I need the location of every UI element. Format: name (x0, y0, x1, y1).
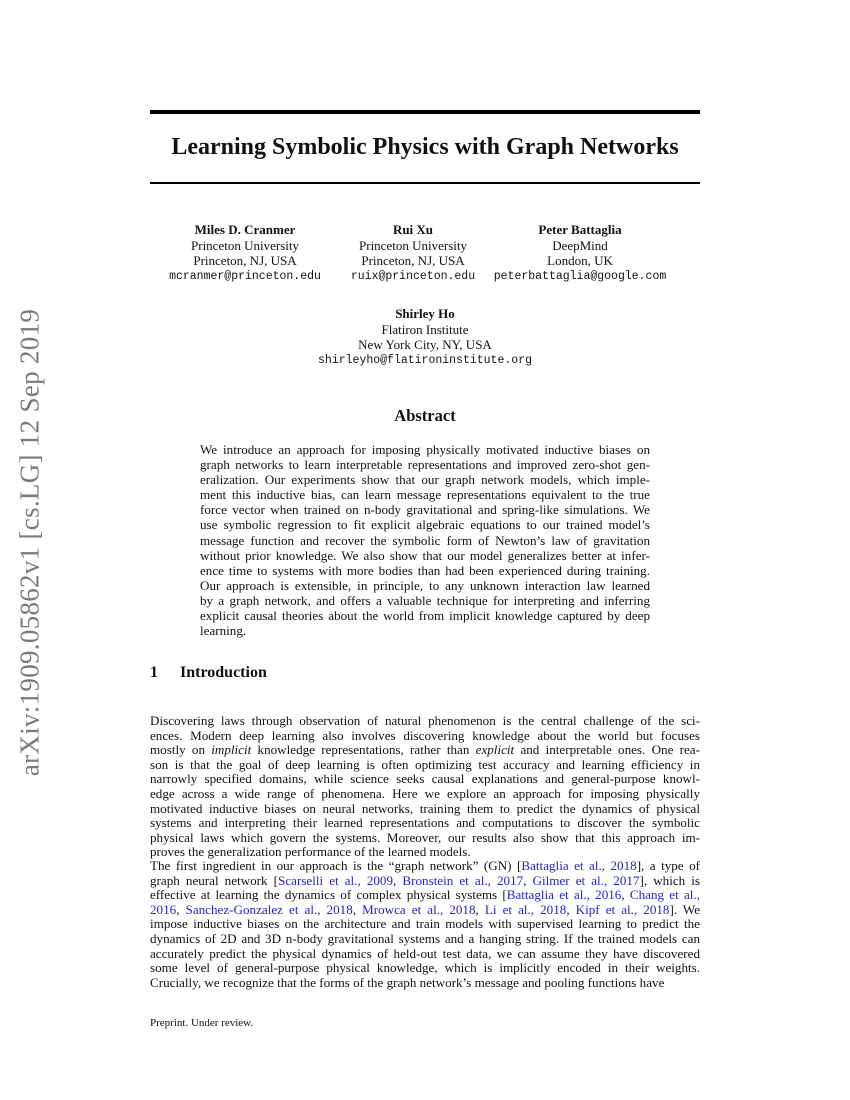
citation-link[interactable]: Scarselli et al., 2009 (278, 872, 394, 888)
text-run: graph networks to learn interpretable representations and improved zero-shot gen- (200, 457, 650, 473)
text-run: , (393, 872, 403, 888)
text-run: knowledge representations, rather than (251, 742, 476, 758)
text-line (150, 976, 700, 991)
author-name: Rui Xu (392, 222, 434, 237)
citation-link[interactable]: Bronstein et al., 2017 (402, 872, 524, 888)
citation-link[interactable]: Gilmer et al., 2017 (532, 872, 640, 888)
section-heading (150, 664, 267, 682)
text-line (150, 772, 700, 787)
text-line (150, 917, 700, 932)
text-run: accurately predict the physical dynamics of held-out test data, we can assume they have discovered (150, 945, 700, 961)
author-location: Princeton, NJ, USA (193, 253, 297, 268)
text-run: , (523, 872, 533, 888)
author-name: Shirley Ho (395, 306, 455, 321)
text-line (150, 729, 700, 744)
text-line (150, 816, 700, 831)
text-line (200, 442, 650, 457)
arxiv-identifier: arXiv:1909.05862v1 [cs.LG] 12 Sep 2019 (14, 308, 45, 777)
section-title: Introduction (180, 664, 267, 681)
text-run: proves the generalization performance of the learned models. (150, 844, 471, 860)
text-run: dynamics of 2D and 3D n-body gravitational systems and a hanging string. If the trained models can (150, 930, 700, 946)
author-location: London, UK (547, 253, 613, 268)
text-line (150, 961, 700, 976)
text-run: Our approach is extensible, in principle, to any unknown interaction law learned (200, 577, 650, 593)
emphasis-text: implicit (211, 742, 252, 758)
text-line (200, 608, 650, 623)
text-run: ences. Modern deep learning also involves discovering knowledge about the world but focuses (150, 727, 700, 743)
author-email: mcranmer@princeton.edu (169, 269, 321, 283)
author-block (460, 222, 700, 284)
text-line (200, 472, 650, 487)
abstract-heading: Abstract (394, 406, 456, 425)
text-line (200, 548, 650, 563)
text-run: , (475, 901, 485, 917)
citation-link[interactable]: 2016 (150, 901, 177, 917)
citation-link[interactable]: Sanchez-Gonzalez et al., 2018 (185, 901, 353, 917)
text-run: son is that the goal of deep learning is often optimizing test accuracy and learning efficiency in (150, 756, 700, 772)
text-run: mostly on (150, 742, 212, 758)
body-paragraph (150, 714, 700, 860)
text-run: and interpretable ones. One rea- (514, 742, 700, 758)
section-number: 1 (150, 664, 158, 681)
author-email: shirleyho@flatironinstitute.org (318, 353, 532, 367)
text-run: by a graph network, and offers a valuable technique for interpreting and inferring (200, 592, 650, 608)
author-email: peterbattaglia@google.com (493, 269, 667, 283)
text-run: , (176, 901, 186, 917)
text-run: ], a type of (636, 858, 700, 873)
text-line (150, 932, 700, 947)
text-run: learning. (200, 623, 247, 639)
citation-link[interactable]: Kipf et al., 2018 (575, 901, 670, 917)
text-run: , (621, 887, 630, 903)
text-run: We introduce an approach for imposing physically motivated inductive biases on (200, 442, 650, 457)
text-run: narrowly specified domains, while science seeks causal explanations and general-purpose knowl- (150, 771, 700, 787)
top-rule (150, 110, 700, 114)
citation-link[interactable]: Mrowca et al., 2018 (362, 901, 476, 917)
text-run: Discovering laws through observation of natural phenomenon is the central challenge of the sci- (150, 713, 700, 728)
text-run: graph neural network [ (150, 872, 279, 888)
author-location: Princeton, NJ, USA (361, 253, 465, 268)
emphasis-text: explicit (475, 742, 515, 758)
text-run: ]. We (669, 901, 701, 917)
author-affiliation: Princeton University (359, 237, 467, 253)
title-rule (150, 182, 700, 184)
text-line (150, 888, 700, 903)
text-run: ment this inductive bias, can learn message representations equivalent to the true (200, 487, 650, 503)
text-line (200, 517, 650, 532)
text-run: edge across a wide range of phenomena. Here we explore an approach for imposing physically (150, 785, 700, 801)
author-block (275, 306, 575, 368)
text-line (200, 593, 650, 608)
citation-link[interactable]: Battaglia et al., 2016 (506, 887, 622, 903)
text-run: use symbolic regression to fit explicit algebraic equations to our trained model’s (200, 517, 650, 533)
text-line (150, 947, 700, 962)
text-run: The first ingredient in our approach is the “graph network” (GN) [ (150, 858, 522, 873)
citation-link[interactable]: Li et al., 2018 (484, 901, 567, 917)
author-name: Peter Battaglia (538, 222, 622, 237)
text-run: message function and recover the symbolic form of Newton’s law of gravitation (200, 532, 650, 548)
abstract-text (200, 442, 650, 638)
citation-link[interactable]: Battaglia et al., 2018 (521, 858, 637, 873)
text-line (150, 714, 700, 729)
text-line (200, 533, 650, 548)
text-run: motivated inductive biases on neural networks, training them to predict the dynamics of physical (150, 800, 700, 816)
text-run: eralization. Our experiments show that our graph network models, which imple- (200, 472, 650, 488)
text-line (200, 623, 650, 638)
body-paragraph (150, 859, 700, 990)
text-run: , (566, 901, 576, 917)
text-line (150, 787, 700, 802)
text-line (200, 457, 650, 472)
text-line (200, 563, 650, 578)
text-line (200, 502, 650, 517)
author-email: ruix@princeton.edu (350, 269, 476, 283)
citation-link[interactable]: Chang et al., (629, 887, 700, 903)
footer-note: Preprint. Under review. (150, 1017, 254, 1029)
text-run: physical laws which govern the systems. Moreover, our results also show that this approach im- (150, 829, 700, 845)
text-line (150, 758, 700, 773)
author-name: Miles D. Cranmer (194, 222, 296, 237)
text-line (150, 831, 700, 846)
text-run: impose inductive biases on the architecture and train models with supervised learning to predict the (150, 916, 700, 932)
text-line (150, 743, 700, 758)
author-affiliation: Princeton University (191, 237, 299, 253)
text-line (150, 859, 700, 874)
author-affiliation: Flatiron Institute (381, 321, 469, 337)
text-line (200, 487, 650, 502)
text-run: , (352, 901, 363, 917)
text-line (200, 578, 650, 593)
text-line (150, 802, 700, 817)
text-line (150, 874, 700, 889)
text-line (150, 903, 700, 918)
text-run: force vector when trained on n-body gravitational and spring-like simulations. We (200, 502, 650, 518)
text-run: effective at learning the dynamics of complex physical systems [ (150, 887, 507, 903)
text-run: explicit causal theories about the world from implicit knowledge captured by deep (200, 608, 650, 624)
text-run: some level of general-purpose physical knowledge, which is implicitly encoded in their weights. (150, 960, 700, 976)
paper-title: Learning Symbolic Physics with Graph Networks (171, 134, 679, 160)
text-run: Crucially, we recognize that the forms of the graph network’s message and pooling functions have (150, 974, 665, 990)
text-run: ence time to systems with more bodies than had been experienced during training. (200, 562, 650, 578)
text-run: ], which is (639, 872, 701, 888)
author-affiliation: DeepMind (552, 237, 608, 253)
author-location: New York City, NY, USA (358, 337, 492, 352)
text-run: without prior knowledge. We also show that our model generalizes better at infer- (200, 547, 650, 563)
text-run: systems and interpreting their learned representations and computations to discover the symbolic (150, 815, 700, 831)
